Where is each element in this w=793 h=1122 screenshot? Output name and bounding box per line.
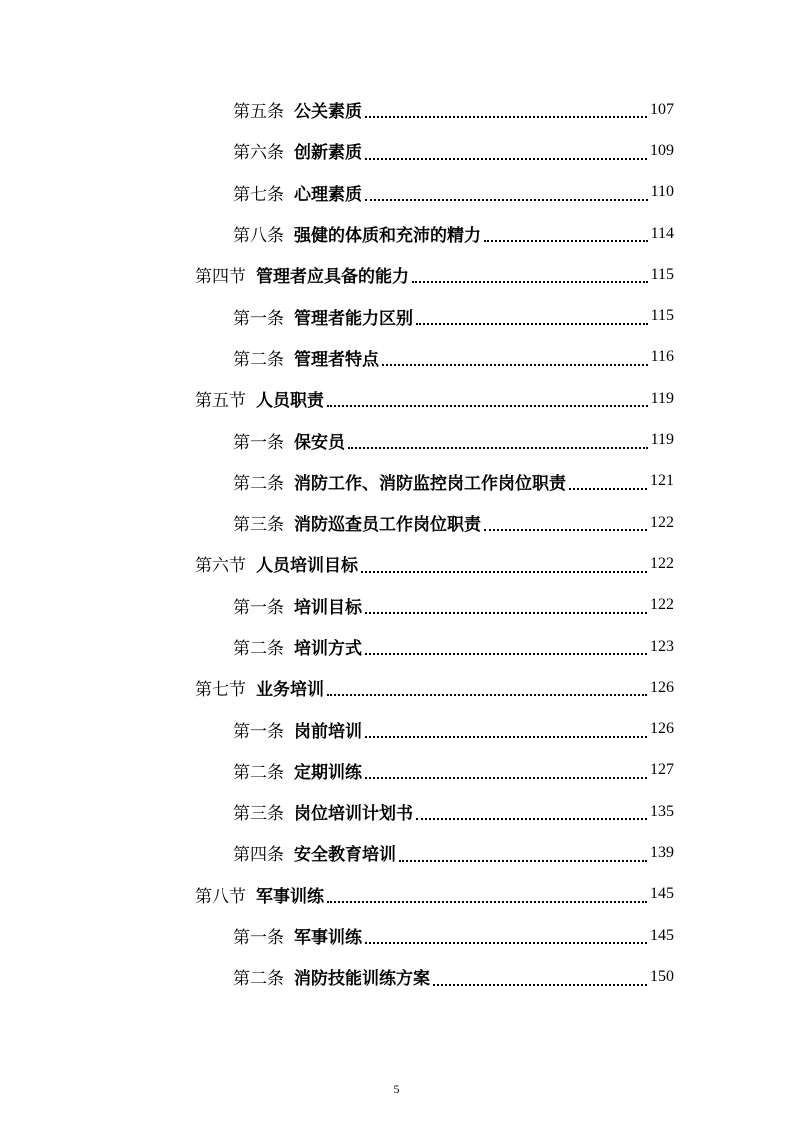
toc-entry[interactable] <box>0 585 793 626</box>
toc-entry[interactable] <box>0 750 793 791</box>
toc-entry-page: 115 <box>650 265 674 283</box>
toc-dot-leader <box>365 776 647 779</box>
toc-entry-title: 岗位培训计划书 <box>294 804 413 825</box>
toc-entry[interactable] <box>0 874 793 915</box>
toc-entry[interactable] <box>0 461 793 502</box>
toc-entry-title: 管理者能力区别 <box>294 308 413 329</box>
toc-dot-leader <box>416 322 648 325</box>
toc-entry-number: 第三条 <box>233 515 284 536</box>
toc-entry[interactable] <box>0 502 793 543</box>
toc-entry-title: 安全教育培训 <box>294 845 396 866</box>
toc-entry-page: 116 <box>650 348 674 366</box>
toc-entry[interactable] <box>0 295 793 336</box>
toc-entry[interactable] <box>0 172 793 213</box>
toc-dot-leader <box>569 487 647 490</box>
toc-entry-title: 消防巡查员工作岗位职责 <box>294 515 481 536</box>
toc-entry-title: 岗前培训 <box>294 721 362 742</box>
toc-entry-number: 第五节 <box>195 391 246 412</box>
toc-entry-title: 培训目标 <box>294 597 362 618</box>
toc-dot-leader <box>365 611 647 614</box>
toc-entry-number: 第八条 <box>233 226 284 247</box>
toc-entry-number: 第八节 <box>195 886 246 907</box>
table-of-contents <box>0 89 793 998</box>
toc-entry[interactable] <box>0 832 793 873</box>
toc-entry-number: 第二条 <box>233 969 284 990</box>
toc-dot-leader <box>484 528 647 531</box>
toc-dot-leader <box>365 157 647 160</box>
toc-entry-number: 第二条 <box>233 639 284 659</box>
toc-entry[interactable] <box>0 543 793 584</box>
toc-entry-number: 第一条 <box>233 721 284 742</box>
toc-entry-title: 管理者应具备的能力 <box>256 267 409 288</box>
toc-dot-leader <box>412 280 648 283</box>
toc-entry-page: 114 <box>650 224 674 242</box>
toc-entry-number: 第一条 <box>233 928 284 949</box>
toc-entry-number: 第二条 <box>233 762 284 783</box>
toc-entry-page: 119 <box>650 431 674 449</box>
toc-entry-title: 保安员 <box>294 432 345 453</box>
toc-entry-number: 第二条 <box>233 349 284 370</box>
toc-entry-number: 第一条 <box>233 308 284 329</box>
toc-dot-leader <box>484 239 648 242</box>
toc-entry[interactable] <box>0 89 793 130</box>
toc-entry[interactable] <box>0 956 793 997</box>
toc-entry-number: 第三条 <box>233 804 284 825</box>
toc-dot-leader <box>365 115 647 118</box>
toc-entry-number: 第五条 <box>233 102 284 123</box>
toc-entry-page: 122 <box>650 513 674 531</box>
toc-dot-leader <box>382 363 648 366</box>
toc-entry[interactable] <box>0 708 793 749</box>
toc-entry-number: 第四节 <box>195 267 246 288</box>
toc-entry[interactable] <box>0 337 793 378</box>
toc-entry-page: 145 <box>650 926 674 944</box>
toc-entry-title: 业务培训 <box>256 680 324 701</box>
toc-entry[interactable] <box>0 213 793 254</box>
toc-dot-leader <box>327 404 648 407</box>
toc-entry[interactable] <box>0 626 793 667</box>
toc-entry-page: 139 <box>650 843 674 861</box>
toc-entry[interactable] <box>0 419 793 460</box>
toc-entry-page: 126 <box>650 678 674 696</box>
toc-entry-number: 第六节 <box>195 556 246 577</box>
toc-entry-page: 126 <box>650 720 674 738</box>
page-number: 5 <box>393 1082 400 1096</box>
toc-entry-page: 145 <box>650 885 674 903</box>
toc-entry-title: 消防工作、消防监控岗工作岗位职责 <box>294 473 566 494</box>
toc-entry[interactable] <box>0 667 793 708</box>
toc-entry[interactable] <box>0 378 793 419</box>
toc-entry-title: 管理者特点 <box>294 349 379 370</box>
toc-entry-page: 115 <box>650 307 674 325</box>
toc-dot-leader <box>365 652 647 655</box>
toc-entry[interactable] <box>0 791 793 832</box>
toc-entry-title: 培训方式 <box>294 639 362 659</box>
toc-entry-title: 心理素质 <box>294 184 362 205</box>
toc-entry-title: 消防技能训练方案 <box>294 969 430 990</box>
toc-entry-page: 122 <box>650 554 674 572</box>
toc-entry-number: 第七条 <box>233 184 284 205</box>
toc-entry-title: 军事训练 <box>294 928 362 949</box>
toc-dot-leader <box>433 983 647 986</box>
toc-entry-number: 第六条 <box>233 143 284 164</box>
toc-entry-page: 107 <box>650 100 674 118</box>
toc-entry-title: 定期训练 <box>294 762 362 783</box>
toc-dot-leader <box>365 198 648 201</box>
toc-entry-page: 150 <box>650 967 674 985</box>
toc-entry-number: 第一条 <box>233 597 284 618</box>
toc-entry-page: 109 <box>650 141 674 159</box>
toc-entry-page: 122 <box>650 596 674 614</box>
toc-entry-page: 110 <box>650 183 674 201</box>
toc-dot-leader <box>361 570 647 573</box>
toc-entry-page: 119 <box>650 389 674 407</box>
toc-entry-title: 人员培训目标 <box>256 556 358 577</box>
toc-entry-title: 人员职责 <box>256 391 324 412</box>
toc-dot-leader <box>416 817 647 820</box>
toc-dot-leader <box>365 735 647 738</box>
toc-entry-page: 123 <box>650 637 674 655</box>
toc-entry-number: 第一条 <box>233 432 284 453</box>
toc-entry-page: 121 <box>650 472 674 490</box>
toc-dot-leader <box>399 859 647 862</box>
toc-entry-number: 第二条 <box>233 473 284 494</box>
toc-entry-page: 135 <box>650 802 674 820</box>
toc-entry[interactable] <box>0 254 793 295</box>
toc-entry[interactable] <box>0 130 793 171</box>
toc-entry-title: 公关素质 <box>294 102 362 123</box>
toc-entry-title: 军事训练 <box>256 886 324 907</box>
toc-entry-title: 强健的体质和充沛的精力 <box>294 226 481 247</box>
toc-entry-page: 127 <box>650 761 674 779</box>
toc-entry-number: 第四条 <box>233 845 284 866</box>
toc-entry-number: 第七节 <box>195 680 246 701</box>
toc-dot-leader <box>348 446 648 449</box>
toc-entry[interactable] <box>0 915 793 956</box>
toc-entry-title: 创新素质 <box>294 143 362 164</box>
toc-dot-leader <box>327 900 647 903</box>
toc-dot-leader <box>327 693 647 696</box>
toc-dot-leader <box>365 941 647 944</box>
